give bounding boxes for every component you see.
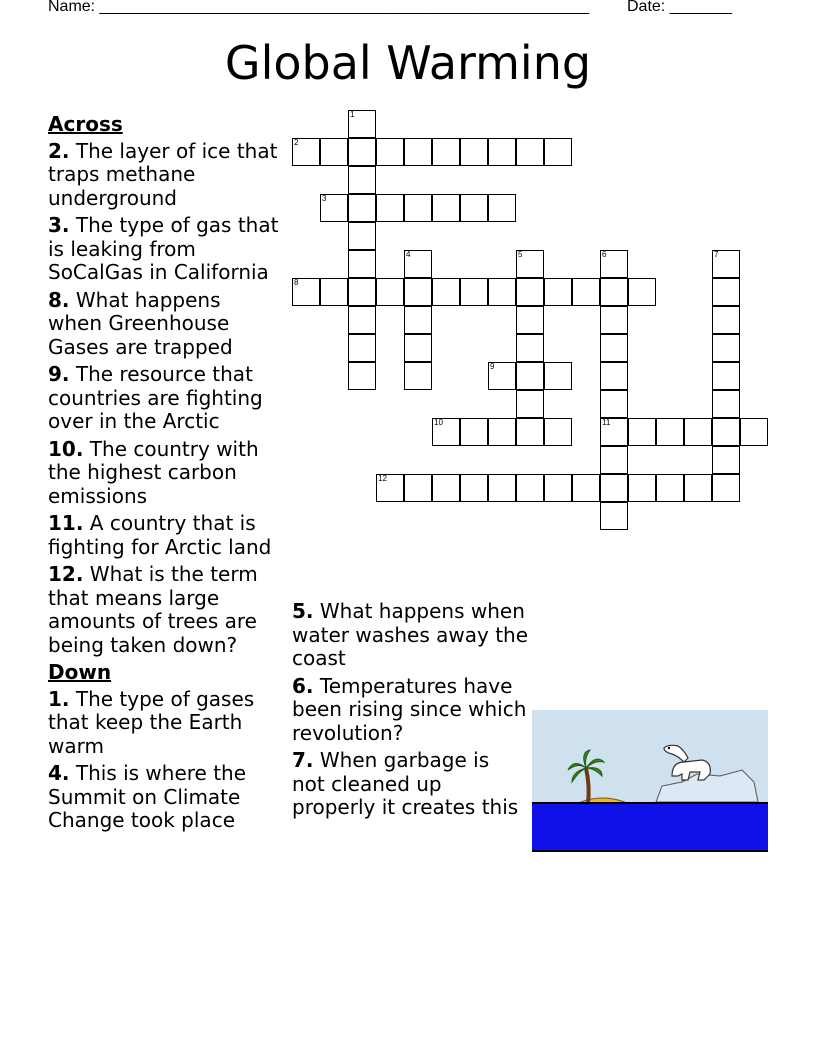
clue-text: The type of gases that keep the Earth warm (48, 686, 255, 758)
clue-number-label: 11 (602, 418, 611, 427)
crossword-cell[interactable] (712, 418, 740, 446)
crossword-cell[interactable] (600, 474, 628, 502)
down-clue-7 (292, 749, 528, 820)
crossword-cell[interactable] (712, 390, 740, 418)
clue-number: 7. (292, 748, 314, 772)
crossword-cell[interactable] (432, 278, 460, 306)
name-label: Name: (48, 0, 96, 15)
crossword-cell[interactable] (516, 474, 544, 502)
crossword-cell[interactable] (376, 474, 404, 502)
clue-text: This is where the Summit on Climate Change took place (48, 761, 247, 832)
clue-number-label: 9 (490, 362, 495, 371)
date-field (627, 0, 732, 16)
clue-number-label: 6 (602, 250, 607, 259)
crossword-cell[interactable] (320, 138, 348, 166)
crossword-cell[interactable] (600, 278, 628, 306)
clue-number: 2. (48, 138, 70, 163)
crossword-cell[interactable] (600, 502, 628, 530)
crossword-cell[interactable] (516, 306, 544, 334)
crossword-cell[interactable] (348, 278, 376, 306)
across-clue-10 (48, 438, 280, 509)
date-line: _______ (669, 0, 732, 15)
crossword-cell[interactable] (432, 194, 460, 222)
crossword-cell[interactable] (348, 334, 376, 362)
crossword-cell[interactable] (460, 418, 488, 446)
crossword-cell[interactable] (404, 362, 432, 390)
crossword-cell[interactable] (572, 278, 600, 306)
crossword-cell[interactable] (348, 222, 376, 250)
crossword-cell[interactable] (712, 474, 740, 502)
crossword-cell[interactable] (404, 278, 432, 306)
down-clue-5 (292, 600, 528, 671)
page-title: Global Warming (224, 36, 592, 90)
crossword-cell[interactable] (712, 306, 740, 334)
crossword-cell[interactable] (488, 138, 516, 166)
clue-text: The country with the highest carbon emissions (48, 436, 259, 508)
clue-number-label: 7 (714, 250, 719, 259)
across-clue-11 (48, 512, 280, 559)
clue-number: 4. (48, 761, 70, 785)
crossword-cell[interactable] (544, 278, 572, 306)
crossword-cell[interactable] (516, 390, 544, 418)
crossword-cell[interactable] (460, 474, 488, 502)
crossword-cell[interactable] (348, 166, 376, 194)
crossword-cell[interactable] (292, 138, 320, 166)
down-clue-6 (292, 675, 528, 746)
crossword-cell[interactable] (544, 362, 572, 390)
crossword-cell[interactable] (348, 362, 376, 390)
across-heading: Across (48, 112, 123, 136)
clue-number: 5. (292, 599, 314, 623)
crossword-cell[interactable] (348, 138, 376, 166)
crossword-cell[interactable] (460, 194, 488, 222)
clues-left-column (48, 113, 280, 837)
clue-text: What happens when Greenhouse Gases are trapped (48, 287, 233, 359)
crossword-cell[interactable] (488, 362, 516, 390)
crossword-cell[interactable] (656, 474, 684, 502)
across-clue-12 (48, 563, 280, 657)
clue-number-label: 5 (518, 250, 523, 259)
crossword-cell[interactable] (572, 474, 600, 502)
name-line: _______________________________________________________ (99, 0, 589, 15)
crossword-cell[interactable] (600, 418, 628, 446)
crossword-cell[interactable] (320, 278, 348, 306)
crossword-cell[interactable] (488, 418, 516, 446)
crossword-cell[interactable] (404, 334, 432, 362)
name-field (48, 0, 589, 16)
crossword-cell[interactable] (656, 418, 684, 446)
crossword-cell[interactable] (712, 278, 740, 306)
crossword-cell[interactable] (684, 418, 712, 446)
crossword-cell[interactable] (376, 194, 404, 222)
clue-number: 3. (48, 213, 70, 237)
crossword-cell[interactable] (712, 334, 740, 362)
crossword-cell[interactable] (600, 334, 628, 362)
crossword-cell[interactable] (348, 194, 376, 222)
crossword-cell[interactable] (516, 418, 544, 446)
crossword-cell[interactable] (600, 250, 628, 278)
clue-text: What happens when water washes away the coast (292, 599, 529, 670)
crossword-cell[interactable] (292, 278, 320, 306)
crossword-cell[interactable] (516, 138, 544, 166)
clue-text: What is the term that means large amounts of trees are being taken down? (48, 562, 258, 657)
crossword-cell[interactable] (544, 474, 572, 502)
crossword-cell[interactable] (600, 446, 628, 474)
crossword-cell[interactable] (460, 138, 488, 166)
crossword-cell[interactable] (460, 278, 488, 306)
crossword-cell[interactable] (432, 418, 460, 446)
clue-number-label: 1 (350, 110, 355, 119)
crossword-cell[interactable] (488, 194, 516, 222)
clue-number: 1. (48, 686, 70, 711)
crossword-cell[interactable] (600, 362, 628, 390)
crossword-cell[interactable] (628, 418, 656, 446)
crossword-cell[interactable] (488, 278, 516, 306)
crossword-cell[interactable] (348, 306, 376, 334)
clue-number: 12. (48, 562, 84, 586)
clue-number: 8. (48, 287, 70, 312)
crossword-cell[interactable] (404, 138, 432, 166)
across-clue-3 (48, 214, 280, 285)
down-clue-1 (48, 688, 280, 759)
across-clue-8 (48, 289, 280, 360)
crossword-cell[interactable] (712, 362, 740, 390)
crossword-cell[interactable] (488, 474, 516, 502)
across-clue-9 (48, 363, 280, 434)
clue-text: When garbage is not cleaned up properly it creates this (292, 748, 519, 819)
clue-text: The resource that countries are fighting over in the Arctic (48, 362, 263, 433)
clue-text: Temperatures have been rising since which revolution? (292, 673, 527, 745)
down-heading: Down (48, 660, 112, 684)
down-clue-4 (48, 762, 280, 833)
crossword-cell[interactable] (628, 278, 656, 306)
clue-text: A country that is fighting for Arctic land (48, 511, 272, 559)
clue-number-label: 3 (322, 194, 327, 203)
crossword-cell[interactable] (516, 278, 544, 306)
clue-number-label: 4 (406, 250, 411, 259)
clue-number-label: 8 (294, 278, 299, 287)
crossword-cell[interactable] (712, 250, 740, 278)
crossword-cell[interactable] (404, 194, 432, 222)
crossword-cell[interactable] (376, 138, 404, 166)
crossword-cell[interactable] (516, 250, 544, 278)
crossword-cell[interactable] (516, 362, 544, 390)
clue-number: 10. (48, 436, 84, 461)
crossword-cell[interactable] (404, 306, 432, 334)
crossword-cell[interactable] (544, 138, 572, 166)
clue-text: The type of gas that is leaking from SoCalGas in California (48, 213, 279, 284)
across-clue-2 (48, 140, 280, 211)
crossword-cell[interactable] (404, 250, 432, 278)
crossword-cell[interactable] (404, 474, 432, 502)
polar-bear-island-icon (532, 710, 768, 852)
polar-bear-island-illustration (532, 710, 768, 852)
crossword-cell[interactable] (432, 474, 460, 502)
crossword-cell[interactable] (376, 278, 404, 306)
date-label: Date: (627, 0, 666, 15)
clues-right-column (292, 600, 528, 824)
clue-number: 11. (48, 511, 84, 535)
crossword-cell[interactable] (348, 250, 376, 278)
crossword-cell[interactable] (516, 334, 544, 362)
clue-number: 9. (48, 362, 70, 386)
crossword-cell[interactable] (348, 110, 376, 138)
clue-number-label: 10 (434, 418, 443, 427)
crossword-cell[interactable] (628, 474, 656, 502)
crossword-cell[interactable] (684, 474, 712, 502)
crossword-cell[interactable] (600, 306, 628, 334)
crossword-cell[interactable] (712, 446, 740, 474)
crossword-cell[interactable] (432, 138, 460, 166)
clue-number-label: 12 (378, 474, 387, 483)
crossword-cell[interactable] (600, 390, 628, 418)
crossword-cell[interactable] (544, 418, 572, 446)
crossword-cell[interactable] (740, 418, 768, 446)
clue-text: The layer of ice that traps methane underground (48, 138, 278, 210)
clue-number-label: 2 (294, 138, 299, 147)
clue-number: 6. (292, 673, 314, 698)
crossword-cell[interactable] (320, 194, 348, 222)
